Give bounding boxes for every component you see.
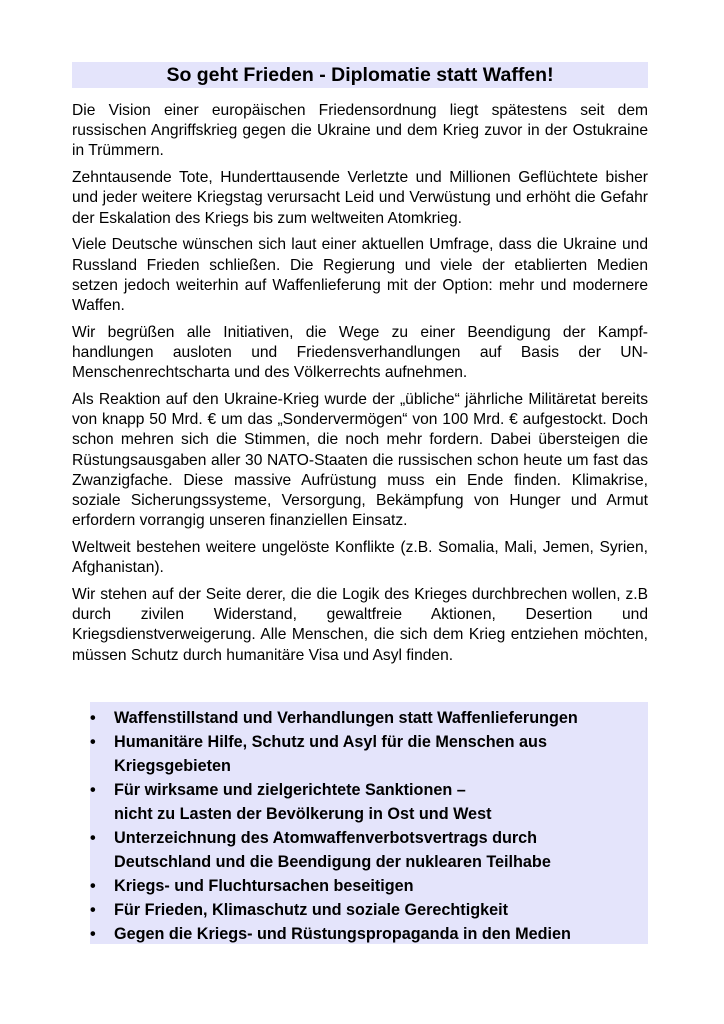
demand-text: Gegen die Kriegs- und Rüstungspropaganda in den Medien xyxy=(114,925,571,943)
demand-text: Für Frieden, Klimaschutz und soziale Gerechtigkeit xyxy=(114,901,508,919)
bullet-icon: • xyxy=(90,733,96,751)
demand-text: Kriegsgebieten xyxy=(114,757,231,775)
bullet-icon: • xyxy=(90,709,96,727)
demand-text: Humanitäre Hilfe, Schutz und Asyl für die Menschen aus xyxy=(114,733,547,751)
demand-item xyxy=(90,778,648,826)
demand-text: Kriegs- und Fluchtursachen beseitigen xyxy=(114,877,414,895)
demand-item xyxy=(90,922,648,946)
demands-box xyxy=(90,702,648,944)
page-title: So geht Frieden - Diplomatie statt Waffen! xyxy=(166,64,554,86)
demand-text: Waffenstillstand und Verhandlungen statt Waffenlieferungen xyxy=(114,709,578,727)
paragraph: Viele Deutsche wünschen sich laut einer aktuellen Umfrage, dass die Ukraine und Russland Frieden schließen. Die Regierung und viele der etablierten Medien setzen jedoch weiterhin auf Waffenlieferung mit der Option: mehr und modernere Waffen. xyxy=(72,236,648,315)
bullet-icon: • xyxy=(90,877,96,895)
paragraph: Wir begrüßen alle Initiativen, die Wege zu einer Beendigung der Kampf-handlungen ausloten und Friedensverhandlungen auf Basis der UN-Menschenrechtscharta und des Völkerrechts aufnehmen. xyxy=(72,323,648,382)
demands-list xyxy=(90,702,648,946)
demand-text: Unterzeichnung des Atomwaffenverbotsvertrags durch xyxy=(114,829,538,847)
body-text xyxy=(72,101,648,672)
paragraph: Weltweit bestehen weitere ungelöste Konflikte (z.B. Somalia, Mali, Jemen, Syrien, Afghanistan). xyxy=(72,539,648,577)
demand-text: Für wirksame und zielgerichtete Sanktionen – xyxy=(114,781,466,799)
demand-item xyxy=(90,706,648,730)
title-banner xyxy=(72,62,648,88)
demand-text: nicht zu Lasten der Bevölkerung in Ost und West xyxy=(114,805,492,823)
paragraph: Die Vision einer europäischen Friedensordnung liegt spätestens seit dem russischen Angriffskrieg gegen die Ukraine und dem Krieg zuvor in der Ostukraine in Trümmern. xyxy=(72,102,648,160)
bullet-icon: • xyxy=(90,901,96,919)
demand-text: Deutschland und die Beendigung der nuklearen Teilhabe xyxy=(114,853,551,871)
demand-item xyxy=(90,730,648,778)
bullet-icon: • xyxy=(90,829,96,847)
bullet-icon: • xyxy=(90,925,96,943)
paragraph: Als Reaktion auf den Ukraine-Krieg wurde der „übliche“ jährliche Militäretat bereits von knapp 50 Mrd. € um das „Sondervermögen“ von 100 Mrd. € aufgestockt. Doch schon mehren sich die Stimmen, die noch mehr fordern. Dabei übersteigen die Rüstungsausgaben aller 30 NATO-Staaten die russischen schon heute um fast das Zwanzigfache. Diese massive Aufrüstung muss ein Ende finden. Klimakrise, soziale Sicherungssysteme, Versorgung, Bekämpfung von Hunger und Armut erfordern vorrangig unseren finanziellen Einsatz. xyxy=(72,391,648,530)
paragraph: Wir stehen auf der Seite derer, die die Logik des Krieges durchbrechen wollen, z.B durch zivilen Widerstand, gewaltfreie Aktionen, Desertion und Kriegsdienstverweigerung. Alle Menschen, die sich dem Krieg entziehen möchten, müssen Schutz durch humanitäre Visa und Asyl finden. xyxy=(72,586,648,664)
bullet-icon: • xyxy=(90,781,96,799)
demand-item xyxy=(90,898,648,922)
demand-item xyxy=(90,826,648,874)
paragraph: Zehntausende Tote, Hunderttausende Verletzte und Millionen Geflüchtete bisher und jeder weitere Kriegstag verursacht Leid und Verwüstung und erhöht die Gefahr der Eskalation des Kriegs bis zum weltweiten Atomkrieg. xyxy=(72,169,648,227)
demand-item xyxy=(90,874,648,898)
